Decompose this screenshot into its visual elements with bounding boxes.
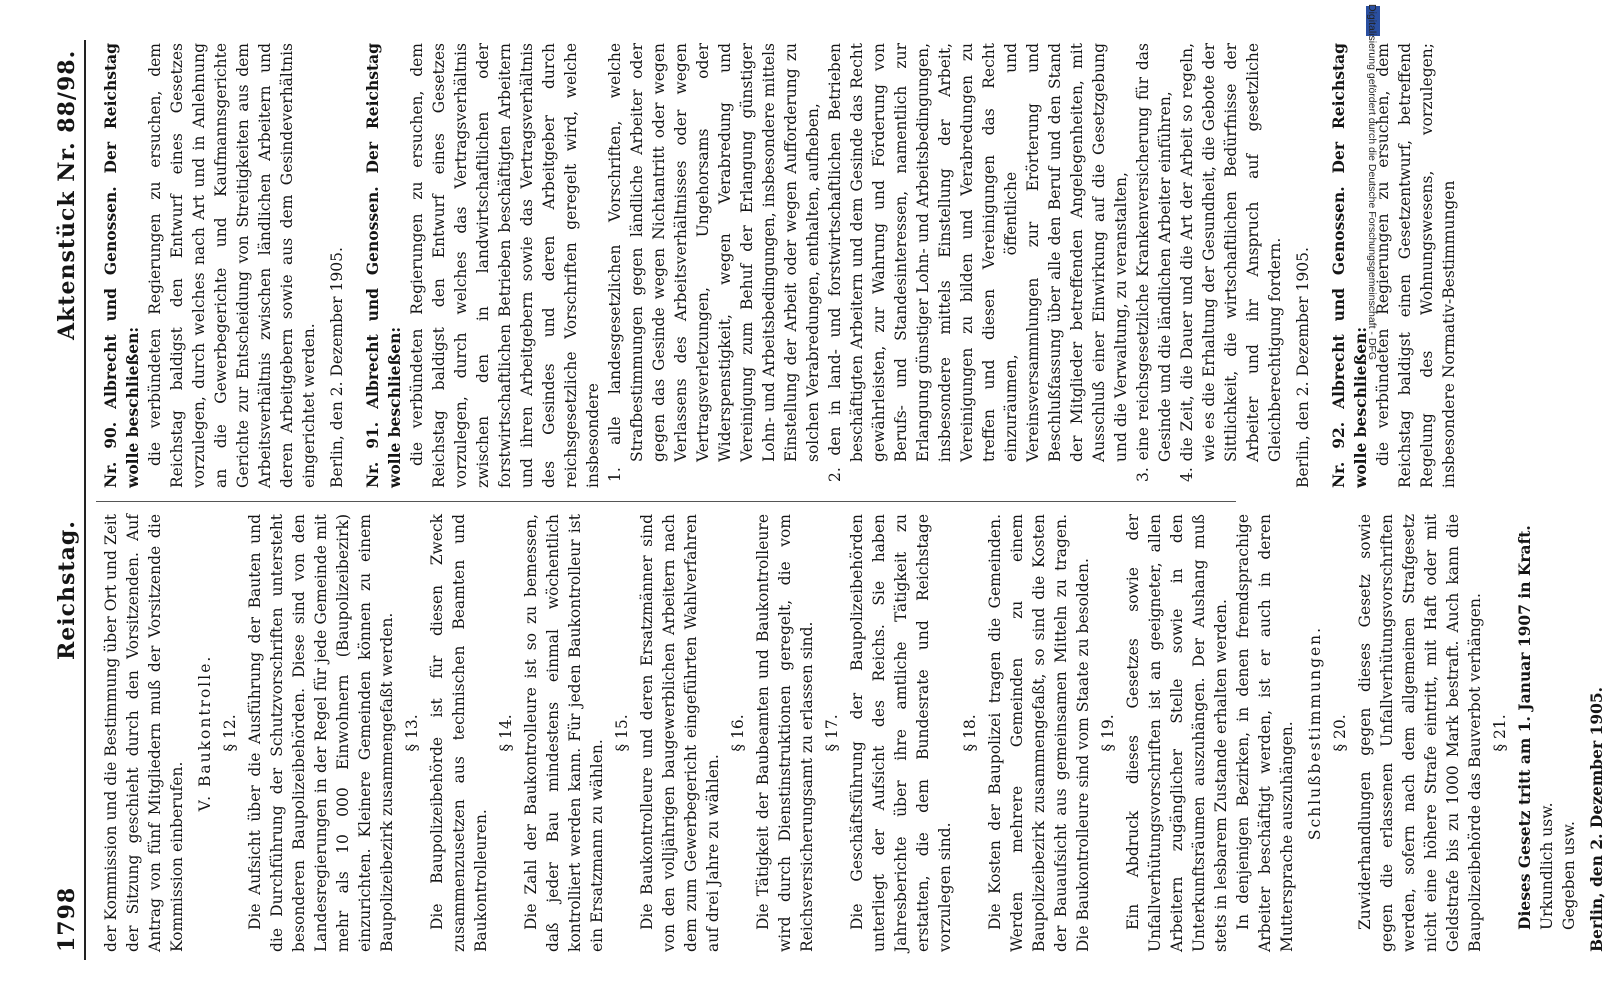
paragraph-number: § 19. — [1099, 714, 1117, 752]
paragraph-text: Die Kosten der Baupolizei tragen die Gemeinden. Werden mehrere Gemeinden zu einem Baupolizeibezirk zusammengefaßt, so sind die Kosten der Bauaufsicht aus gemeinsamen Mitteln zu tragen. Die Baukontrolleure sind vom Staate zu besolden. — [986, 514, 1092, 952]
paragraph-text: Die Geschäftsführung der Baupolizeibehörden unterliegt der Aufsicht des Reichs. Sie haben Jahresberichte über ihre amtliche Tätigkeit zu erstatten, die dem Bundesrate und Reichstage vorzulegen sind. — [848, 514, 954, 952]
paragraph-number: § 21. — [1491, 714, 1509, 752]
paragraph-text: Die Tätigkeit der Baubeamten und Baukontrolleure wird durch Dienstinstruktionen geregelt, die vom Reichsversicherungsamt zu erlassen sind. — [754, 514, 816, 952]
page-number: 1798 — [54, 886, 80, 952]
header-document-number: Aktenstück Nr. 88/98. — [54, 49, 80, 340]
page-header — [50, 40, 86, 960]
header-title: Reichstag. — [54, 520, 80, 660]
paragraph-text: Die Baukontrolleure und deren Ersatzmänner sind von den volljährigen baugewerblichen Arbeitern nach dem zum Gewerbegericht eingeführten Wahlverfahren auf drei Jahre zu wählen. — [638, 514, 722, 952]
list-item: 4. die Zeit, die Dauer und die Art der Arbeit so regeln, wie es die Erhaltung der Gesundheit, die Gebote der Sittlichkeit, die wirtschaftlichen Bedürfnisse der Arbeiter und ihr Anspruch auf gesetzliche Gleichberechtigung fordern. — [1178, 43, 1284, 482]
motion-heading — [100, 43, 144, 488]
paragraph-text: In denjenigen Bezirken, in denen fremdsprachige Arbeiter beschäftigt werden, ist er auch in deren Muttersprache auszuhängen. — [1234, 514, 1296, 952]
motion-heading-text: Nr. 92. Albrecht und Genossen. Der Reichstag wolle beschließen: — [1329, 43, 1370, 488]
motion-heading — [362, 43, 406, 488]
motion-heading-text: Nr. 90. Albrecht und Genossen. Der Reichstag wolle beschließen: — [101, 43, 142, 488]
paragraph-number: § 15. — [613, 714, 631, 752]
closing-formula: Gegeben usw. — [1560, 821, 1578, 930]
paragraph-number: § 20. — [1331, 714, 1349, 752]
section-heading: Schlußbestimmungen. — [1306, 625, 1324, 841]
closing-formula: Urkundlich usw. — [1538, 802, 1556, 930]
list-item: 1. alle landesgesetzlichen Vorschriften, welche Strafbestimmungen gegen ländliche Arbeiter oder gegen das Gesinde wegen Nichtantritt oder wegen Verlassens des Arbeitsverhältnisses oder wegen Vertragsverletzungen, Ungehorsams oder Widerspenstigkeit, wegen Verabredung und Vereinigung zum Behuf der Erlangung günstiger Lohn- und Arbeitsbedingungen, insbesondere mittels Einstellung der Arbeit oder wegen Aufforderung zu solchen Verabredungen, enthalten, aufheben, — [606, 43, 822, 482]
motion-text: die verbündeten Regierungen zu ersuchen, dem Reichstag baldigst den Entwurf eines Gesetzes vorzulegen, durch welches das Vertragsverhältnis zwischen den in landwirtschaftlichen oder forstwirtschaftlichen Betrieben beschäftigten Arbeitern und ihren Arbeitgebern sowie das Vertragsverhältnis des Gesindes und deren Arbeitgeber durch reichsgesetzliche Vorschriften geregelt wird, welche insbesondere — [408, 43, 602, 488]
paragraph-text: Ein Abdruck dieses Gesetzes sowie der Unfallverhütungsvorschriften ist an geeigneter, allen Arbeitern zugänglicher Stelle sowie in den Unterkunftsräumen auszuhängen. Der Aushang muß stets in lesbarem Zustande erhalten werden. — [1124, 514, 1230, 952]
date-line: Berlin, den 2. Dezember 1905. — [1587, 686, 1606, 952]
paragraph-number: § 18. — [961, 714, 979, 752]
right-column — [100, 43, 1460, 488]
left-column — [100, 514, 1622, 952]
paragraph-number: § 12. — [221, 714, 239, 752]
paragraph-number: § 17. — [823, 714, 841, 752]
paragraph-number: § 13. — [403, 714, 421, 752]
date-line: Berlin, den 2. Dezember 1905. — [328, 247, 346, 488]
date-line: Berlin, den 2. Dezember 1905. — [1294, 247, 1312, 488]
list-item: 2. den in land- und forstwirtschaftlichen Betrieben beschäftigten Arbeitern und dem Gesinde das Recht gewährleisten, zur Wahrung und Förderung von Berufs- und Standesinteressen, namentlich zur Erlangung günstiger Lohn- und Arbeitsbedingungen, insbesondere mittels Einstellung der Arbeit, Vereinigungen zu bilden und Verabredungen zu treffen und diesen Vereinigungen das Recht einzuräumen, öffentliche und Vereinsversammlungen zur Erörterung und Beschlußfassung über alle den Beruf und den Stand der Mitglieder betreffenden Angelegenheiten, mit Ausschluß einer Einwirkung auf die Gesetzgebung und die Verwaltung, zu veranstalten, — [826, 43, 1130, 482]
paragraph-number: § 16. — [729, 714, 747, 752]
motion-text: die verbündeten Regierungen zu ersuchen, dem Reichstag baldigst den Entwurf eines Gesetzes vorzulegen, durch welches nach Art und in Anlehnung an die Gewerbegerichte und Kaufmannsgerichte Gerichte zur Entscheidung von Streitigkeiten aus dem Arbeitsverhältnis zwischen ländlichen Arbeitern und deren Arbeitgebern sowie aus dem Gesindeverhältnis eingerichtet werden. — [146, 43, 318, 488]
motion-text: die verbündeten Regierungen zu ersuchen, dem Reichstag baldigst einen Gesetzentwurf, betreffend Regelung des Wohnungswesens, vorzulegen; insbesondere Normativ-Bestimmungen — [1374, 43, 1458, 488]
paragraph-text: Zuwiderhandlungen gegen dieses Gesetz sowie gegen die erlassenen Unfallverhütungsvorschriften werden, sofern nach dem allgemeinen Strafgesetz nicht eine höhere Strafe eintritt, mit Haft oder mit Geldstrafe bis zu 1000 Mark bestraft. Auch kann die Baupolizeibehörde das Bauverbot verhängen. — [1356, 514, 1484, 952]
paragraph-text: Die Aufsicht über die Ausführung der Bauten und die Durchführung der Schutzvorschriften untersteht besonderen Baupolizeibehörden. Diese sind von den Landesregierungen in der Regel für jede Gemeinde mit mehr als 10 000 Einwohnern (Baupolizeibezirk) einzurichten. Kleinere Gemeinden können zu einem Baupolizeibezirk zusammengefaßt werden. — [246, 514, 396, 952]
digitization-stamp-text: Digitalisierung gefördert durch die Deutsche Forschungsgemeinschaft - DFG — [1366, 4, 1378, 361]
column-divider — [96, 501, 1236, 502]
paragraph-text: Dieses Gesetz tritt am 1. Januar 1907 in Kraft. — [1515, 525, 1534, 930]
paragraph-text: Die Zahl der Baukontrolleure ist so zu bemessen, daß jeder Bau mindestens einmal wöchentlich kontrolliert werden kann. Für jeden Baukontrolleur ist ein Ersatzmann zu wählen. — [522, 514, 606, 952]
list-item: 3. eine reichsgesetzliche Krankenversicherung für das Gesinde und die ländlichen Arbeiter einführen, — [1134, 43, 1174, 482]
digitization-stamp — [1364, 4, 1380, 996]
section-heading: V. Baukontrolle. — [196, 654, 214, 812]
intro-paragraph: der Kommission und die Bestimmung über Ort und Zeit der Sitzung geschieht durch den Vorsitzenden. Auf Antrag von fünf Mitgliedern muß der Vorsitzende die Kommission einberufen. — [102, 514, 186, 952]
motion-heading-text: Nr. 91. Albrecht und Genossen. Der Reichstag wolle beschließen: — [363, 43, 404, 488]
paragraph-number: § 14. — [497, 714, 515, 752]
paragraph-text: Die Baupolizeibehörde ist für diesen Zweck zusammenzusetzen aus technischen Beamten und Baukontrolleuren. — [428, 514, 490, 952]
